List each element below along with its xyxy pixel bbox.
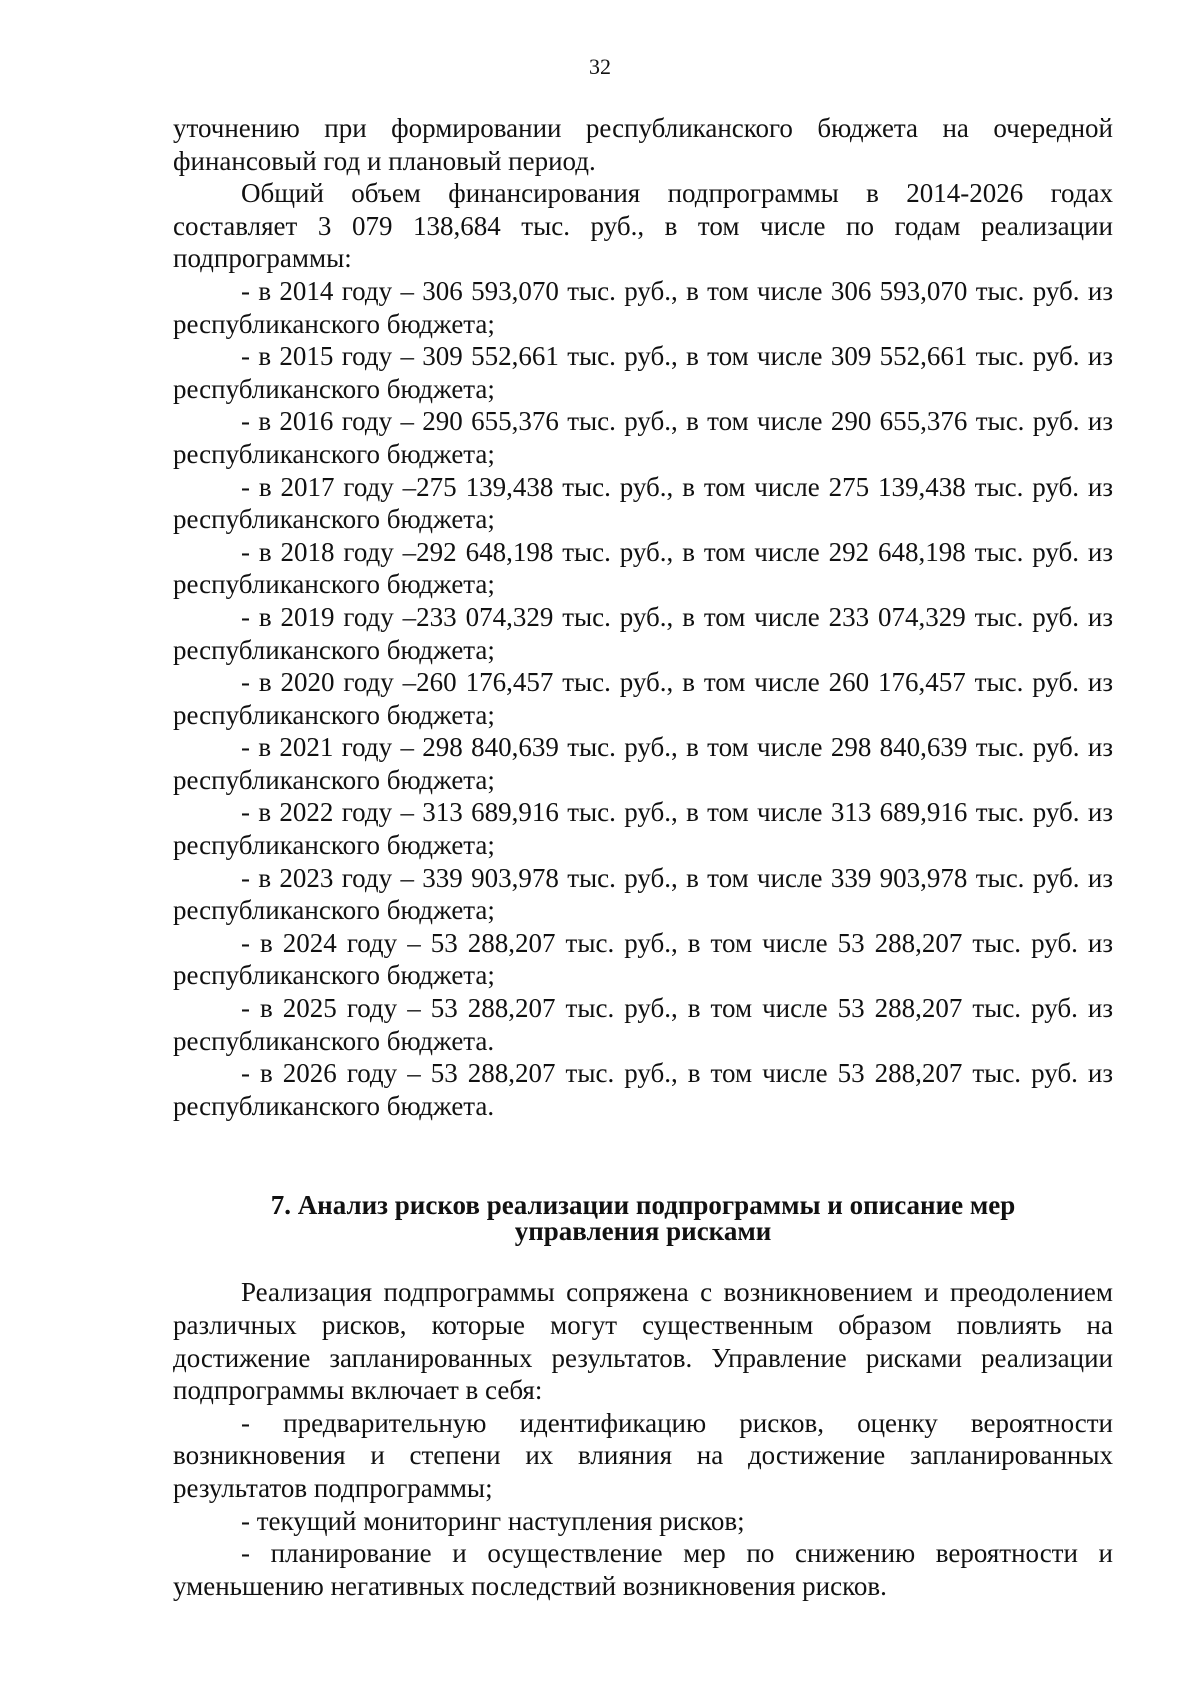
funding-item-2018: - в 2018 году –292 648,198 тыс. руб., в том числе 292 648,198 тыс. руб. из республиканского бюджета;	[173, 536, 1113, 600]
section-heading-line-1: 7. Анализ рисков реализации подпрограммы и описание мер	[270, 1190, 1016, 1221]
risk-item: - текущий мониторинг наступления рисков;	[241, 1505, 745, 1536]
risk-list	[173, 1407, 1113, 1603]
funding-item-2024: - в 2024 году – 53 288,207 тыс. руб., в том числе 53 288,207 тыс. руб. из республиканского бюджета;	[173, 927, 1113, 991]
funding-item-2023: - в 2023 году – 339 903,978 тыс. руб., в том числе 339 903,978 тыс. руб. из республиканского бюджета;	[173, 862, 1113, 926]
risk-item: - предварительную идентификацию рисков, оценку вероятности возникновения и степени их влияния на достижение запланированных результатов подпрограммы;	[173, 1407, 1113, 1503]
funding-item-2021: - в 2021 году – 298 840,639 тыс. руб., в том числе 298 840,639 тыс. руб. из республиканского бюджета;	[173, 732, 1113, 795]
document-body	[173, 112, 1113, 1602]
funding-item-2016: - в 2016 году – 290 655,376 тыс. руб., в том числе 290 655,376 тыс. руб. из республиканского бюджета;	[173, 406, 1113, 469]
paragraph-total-funding: Общий объем финансирования подпрограммы в 2014-2026 годах составляет 3 079 138,684 тыс. руб., в том числе по годам реализации подпрограммы:	[173, 178, 1113, 274]
funding-item-2014: - в 2014 году – 306 593,070 тыс. руб., в том числе 306 593,070 тыс. руб. из республиканского бюджета;	[173, 275, 1113, 339]
funding-item-2019: - в 2019 году –233 074,329 тыс. руб., в том числе 233 074,329 тыс. руб. из республиканского бюджета;	[173, 601, 1113, 665]
section-heading-line-2: управления рисками	[514, 1216, 772, 1247]
section-heading	[173, 1190, 1113, 1247]
paragraph-risk-intro: Реализация подпрограммы сопряжена с возникновением и преодолением различных рисков, которые могут существенным образом повлиять на достижение запланированных результатов. Управление рисками реализации подпрограммы включает в себя:	[173, 1277, 1113, 1406]
paragraph-continuation: уточнению при формировании республиканского бюджета на очередной финансовый год и плановый период.	[173, 113, 1113, 176]
funding-item-2015: - в 2015 году – 309 552,661 тыс. руб., в том числе 309 552,661 тыс. руб. из республиканского бюджета;	[173, 341, 1113, 404]
funding-item-2026: - в 2026 году – 53 288,207 тыс. руб., в том числе 53 288,207 тыс. руб. из республиканского бюджета.	[173, 1058, 1113, 1121]
page-number: 32	[589, 54, 611, 79]
funding-list	[173, 275, 1113, 1122]
funding-item-2022: - в 2022 году – 313 689,916 тыс. руб., в том числе 313 689,916 тыс. руб. из республиканского бюджета;	[173, 797, 1113, 861]
funding-item-2017: - в 2017 году –275 139,438 тыс. руб., в том числе 275 139,438 тыс. руб. из республиканского бюджета;	[173, 471, 1113, 535]
risk-item: - планирование и осуществление мер по снижению вероятности и уменьшению негативных последствий возникновения рисков.	[173, 1538, 1113, 1601]
funding-item-2020: - в 2020 году –260 176,457 тыс. руб., в том числе 260 176,457 тыс. руб. из республиканского бюджета;	[173, 667, 1113, 730]
funding-item-2025: - в 2025 году – 53 288,207 тыс. руб., в том числе 53 288,207 тыс. руб. из республиканского бюджета.	[173, 993, 1113, 1056]
